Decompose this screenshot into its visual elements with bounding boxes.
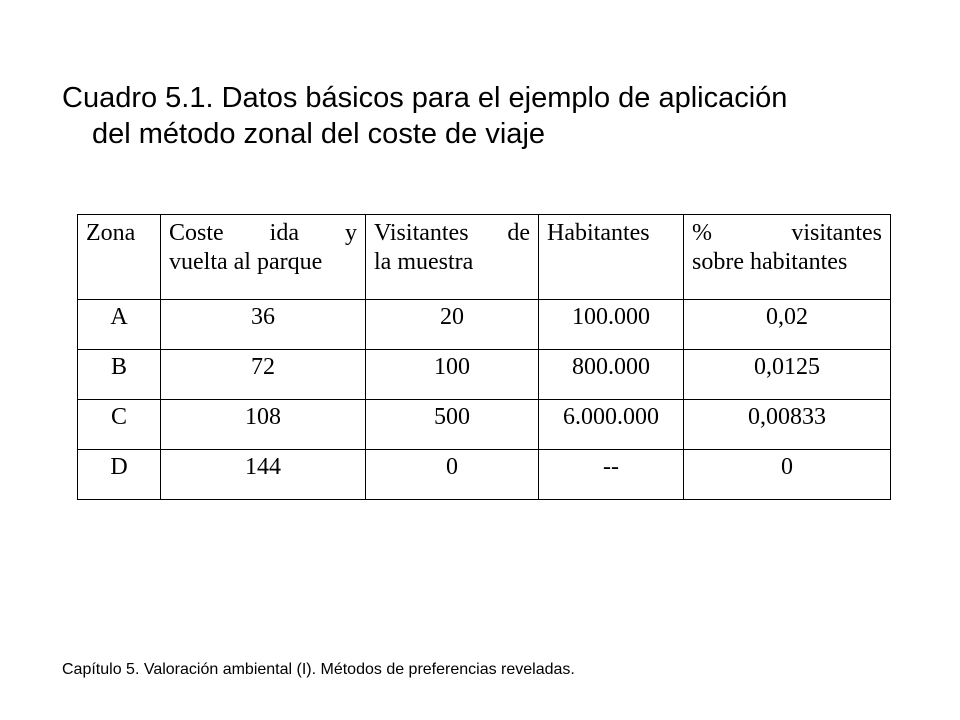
footer-caption: Capítulo 5. Valoración ambiental (I). Métodos de preferencias reveladas. <box>62 661 575 678</box>
header-habitantes <box>539 215 684 300</box>
cell-porcentaje: 0,02 <box>684 300 891 350</box>
table-row <box>78 300 891 350</box>
cell-habitantes: 800.000 <box>539 350 684 400</box>
cell-porcentaje: 0,0125 <box>684 350 891 400</box>
cell-visitantes: 0 <box>366 450 539 500</box>
table-row <box>78 400 891 450</box>
cell-visitantes: 500 <box>366 400 539 450</box>
header-porcentaje-line-2: sobre habitantes <box>692 249 848 275</box>
cell-habitantes: -- <box>539 450 684 500</box>
cell-habitantes: 100.000 <box>539 300 684 350</box>
cell-visitantes: 20 <box>366 300 539 350</box>
header-coste-line-1: Coste ida y <box>169 220 357 246</box>
header-porcentaje-line-1: % visitantes <box>692 220 882 246</box>
table-row <box>78 450 891 500</box>
cell-coste: 72 <box>161 350 366 400</box>
cell-zona: C <box>78 400 161 450</box>
header-visitantes-line-1: Visitantes de <box>374 220 530 246</box>
table-row <box>78 350 891 400</box>
cell-zona: D <box>78 450 161 500</box>
cell-coste: 108 <box>161 400 366 450</box>
cell-porcentaje: 0 <box>684 450 891 500</box>
header-coste <box>161 215 366 300</box>
cell-zona: B <box>78 350 161 400</box>
header-habitantes-label: Habitantes <box>547 220 650 246</box>
cell-porcentaje: 0,00833 <box>684 400 891 450</box>
table-header-row <box>78 215 891 300</box>
header-coste-line-2: vuelta al parque <box>169 249 323 275</box>
header-porcentaje <box>684 215 891 300</box>
header-zona-label: Zona <box>86 220 136 246</box>
title-line-2: del método zonal del coste de viaje <box>92 118 546 150</box>
header-visitantes-line-2: la muestra <box>374 249 474 275</box>
cell-visitantes: 100 <box>366 350 539 400</box>
cell-coste: 144 <box>161 450 366 500</box>
header-visitantes <box>366 215 539 300</box>
header-zona <box>78 215 161 300</box>
cell-zona: A <box>78 300 161 350</box>
cell-coste: 36 <box>161 300 366 350</box>
data-table <box>77 214 891 500</box>
page-title <box>62 80 922 152</box>
cell-habitantes: 6.000.000 <box>539 400 684 450</box>
title-line-1: Cuadro 5.1. Datos básicos para el ejemplo de aplicación <box>62 82 788 114</box>
